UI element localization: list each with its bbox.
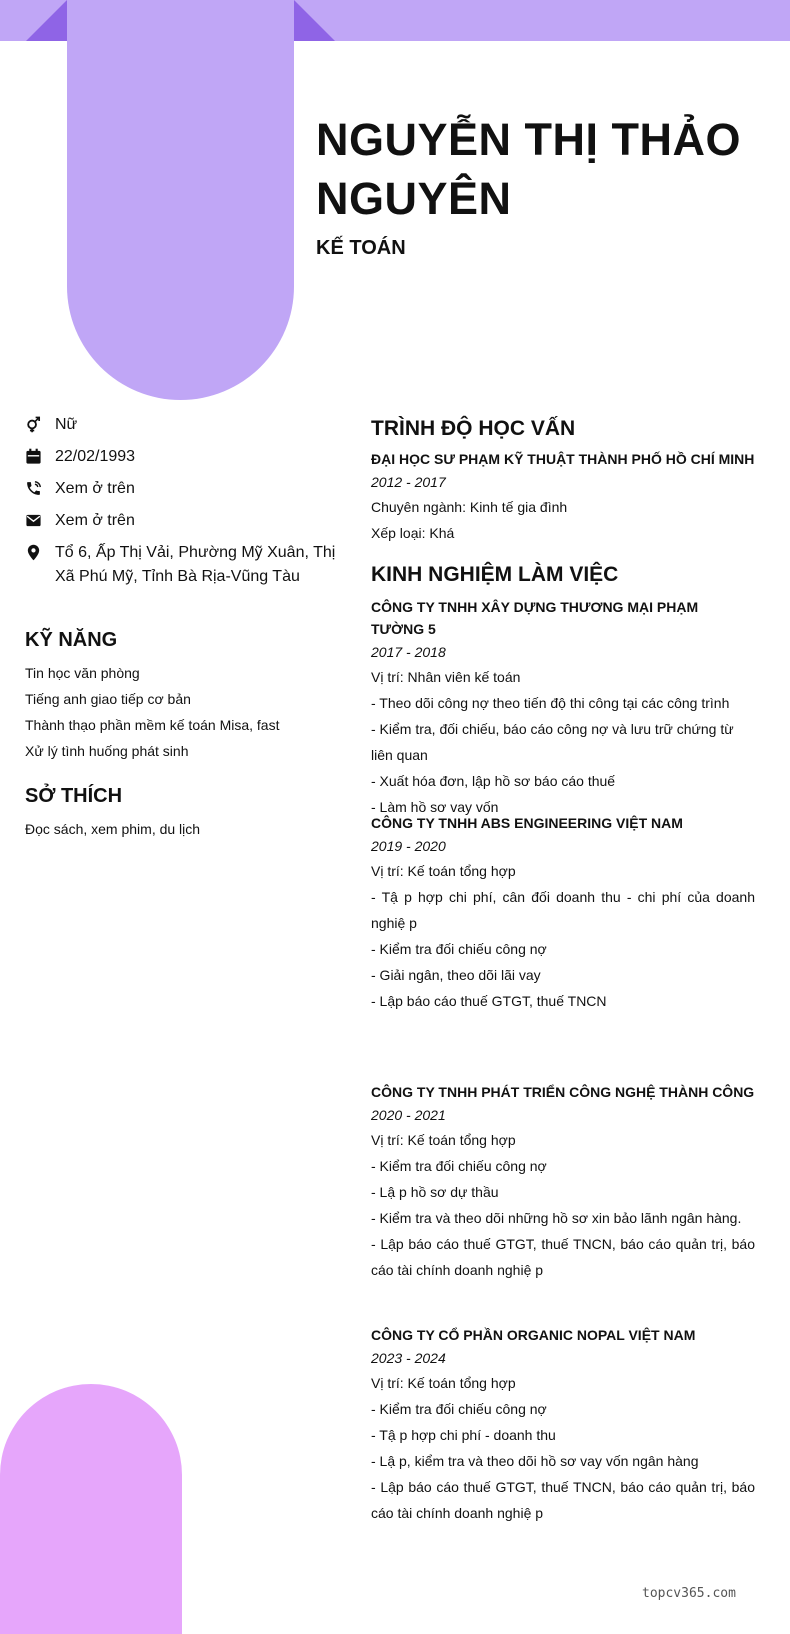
info-gender: [25, 413, 345, 437]
job-line: - Làm hồ sơ vay vốn: [371, 799, 499, 815]
education-block: [371, 448, 755, 546]
job-line: - Tậ p hợp chi phí, cân đối doanh thu - chi phí của doanh nghiệ p: [371, 889, 755, 931]
skill-item: Tin học văn phòng: [25, 665, 140, 681]
education-line: Xếp loại: Khá: [371, 525, 455, 541]
school-name: ĐẠI HỌC SƯ PHẠM KỸ THUẬT THÀNH PHỐ HỒ CHÍ MINH: [371, 451, 755, 467]
experience-heading: KINH NGHIỆM LÀM VIỆC: [371, 563, 619, 586]
education-heading: TRÌNH ĐỘ HỌC VẤN: [371, 417, 576, 440]
calendar-icon: [25, 448, 42, 465]
mail-icon: [25, 512, 42, 529]
avatar-placeholder: [67, 0, 294, 400]
job-line: - Lập báo cáo thuế GTGT, thuế TNCN, báo cáo quản trị, báo cáo tài chính doanh nghiệ p: [371, 1479, 755, 1521]
job-line: - Kiểm tra, đối chiếu, báo cáo công nợ và lưu trữ chứng từ liên quan: [371, 721, 734, 763]
gender-value: Nữ: [55, 416, 78, 433]
company-name: CÔNG TY TNHH ABS ENGINEERING VIỆT NAM: [371, 815, 683, 831]
address-value: Tổ 6, Ấp Thị Vải, Phường Mỹ Xuân, Thị Xã Phú Mỹ, Tỉnh Bà Rịa-Vũng Tàu: [55, 544, 336, 585]
skill-item: Tiếng anh giao tiếp cơ bản: [25, 691, 191, 707]
job-line: - Lập báo cáo thuế GTGT, thuế TNCN: [371, 993, 607, 1009]
job-period: 2020 - 2021: [371, 1107, 446, 1123]
gender-icon: [25, 416, 42, 433]
dob-value: 22/02/1993: [55, 448, 136, 465]
job-line: - Tậ p hợp chi phí - doanh thu: [371, 1427, 556, 1443]
location-pin-icon: [25, 544, 42, 561]
company-name: CÔNG TY TNHH PHÁT TRIỂN CÔNG NGHỆ THÀNH CÔNG: [371, 1084, 755, 1100]
company-name: CÔNG TY CỔ PHẦN ORGANIC NOPAL VIỆT NAM: [371, 1327, 696, 1343]
email-value: Xem ở trên: [55, 512, 135, 529]
job-line: - Kiểm tra đối chiếu công nợ: [371, 1158, 547, 1174]
job-entry: [371, 1324, 755, 1526]
skills-list: [25, 660, 345, 764]
job-entry: [371, 596, 755, 820]
phone-value: Xem ở trên: [55, 480, 135, 497]
job-title: KẾ TOÁN: [316, 237, 406, 259]
decor-triangle-left: [26, 0, 67, 41]
job-line: - Xuất hóa đơn, lập hồ sơ báo cáo thuế: [371, 773, 616, 789]
job-period: 2017 - 2018: [371, 644, 446, 660]
candidate-name: NGUYỄN THỊ THẢO NGUYÊN: [316, 114, 742, 224]
education-period: 2012 - 2017: [371, 474, 446, 490]
info-dob: [25, 445, 345, 469]
info-phone: [25, 477, 345, 501]
job-line: Vị trí: Kế toán tổng hợp: [371, 1375, 516, 1391]
job-period: 2019 - 2020: [371, 838, 446, 854]
job-line: - Lậ p hồ sơ dự thầu: [371, 1184, 499, 1200]
job-line: Vị trí: Kế toán tổng hợp: [371, 863, 516, 879]
info-address: [25, 541, 345, 589]
education-line: Chuyên ngành: Kinh tế gia đình: [371, 499, 568, 515]
job-line: Vị trí: Kế toán tổng hợp: [371, 1132, 516, 1148]
job-line: - Kiểm tra đối chiếu công nợ: [371, 1401, 547, 1417]
job-line: - Lập báo cáo thuế GTGT, thuế TNCN, báo cáo quản trị, báo cáo tài chính doanh nghiệ p: [371, 1236, 755, 1278]
job-line: - Kiểm tra đối chiếu công nợ: [371, 941, 547, 957]
job-line: Vị trí: Nhân viên kế toán: [371, 669, 521, 685]
job-line: - Giải ngân, theo dõi lãi vay: [371, 967, 541, 983]
company-name: CÔNG TY TNHH XÂY DỰNG THƯƠNG MẠI PHẠM TƯỜNG 5: [371, 599, 699, 637]
job-entry: [371, 1081, 755, 1283]
skill-item: Xử lý tình huống phát sinh: [25, 743, 189, 759]
hobbies-heading: SỞ THÍCH: [25, 785, 123, 807]
phone-icon: [25, 480, 42, 497]
info-email: [25, 509, 345, 533]
watermark: topcv365.com: [642, 1586, 736, 1601]
bottom-decor-shape: [0, 1384, 182, 1634]
job-line: - Theo dõi công nợ theo tiến độ thi công tại các công trình: [371, 695, 730, 711]
skills-heading: KỸ NĂNG: [25, 629, 118, 651]
hobbies-text: Đọc sách, xem phim, du lịch: [25, 821, 201, 837]
job-line: - Lậ p, kiểm tra và theo dõi hồ sơ vay vốn ngân hàng: [371, 1453, 699, 1469]
job-period: 2023 - 2024: [371, 1350, 446, 1366]
skill-item: Thành thạo phần mềm kế toán Misa, fast: [25, 717, 280, 733]
job-entry: [371, 812, 755, 1014]
decor-triangle-right: [294, 0, 335, 41]
job-line: - Kiểm tra và theo dõi những hồ sơ xin bảo lãnh ngân hàng.: [371, 1210, 742, 1226]
